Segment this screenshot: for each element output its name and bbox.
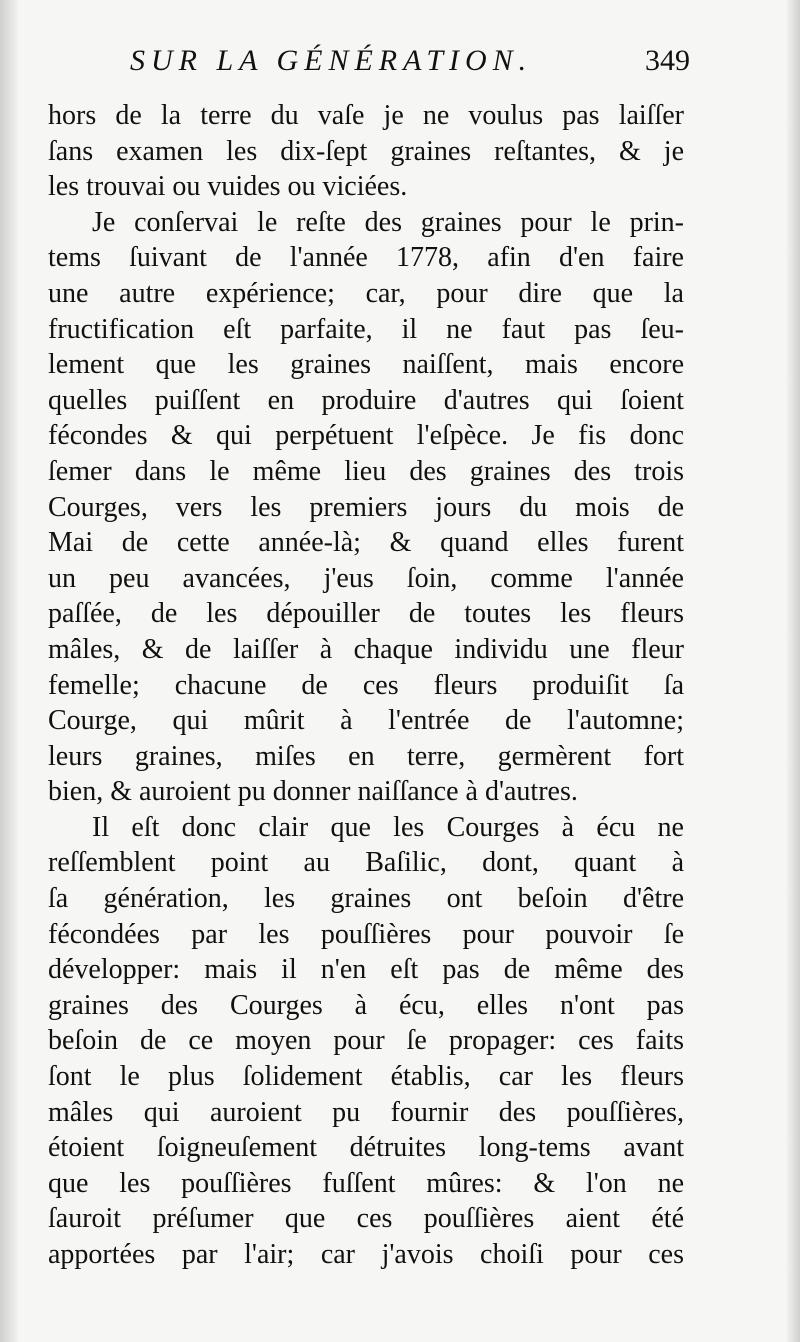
page-right-edge-shadow — [786, 0, 800, 1342]
body-text — [48, 98, 684, 1273]
text-line: les trouvai ou vuides ou viciées. — [48, 171, 408, 203]
text-line: lement que les graines naiſſent, mais encore — [48, 349, 684, 381]
text-line: fructification eſt parfaite, il ne faut pas ſeu- — [48, 313, 684, 345]
text-line: paſſée, de les dépouiller de toutes les fleurs — [48, 598, 684, 630]
text-line: mâles, & de laiſſer à chaque individu une fleur — [48, 633, 684, 665]
text-line: femelle; chacune de ces fleurs produiſit ſa — [48, 669, 684, 701]
text-line: mâles qui auroient pu fournir des pouſſières, — [48, 1096, 684, 1128]
text-line: Courge, qui mûrit à l'entrée de l'automne; — [48, 705, 684, 737]
text-line: graines des Courges à écu, elles n'ont pas — [48, 989, 684, 1021]
text-line: fécondées par les pouſſières pour pouvoir ſe — [48, 918, 684, 950]
text-line: bien, & auroient pu donner naiſſance à d'autres. — [48, 776, 578, 808]
text-line: Mai de cette année-là; & quand elles furent — [48, 527, 684, 559]
text-line: quelles puiſſent en produire d'autres qui ſoient — [48, 384, 684, 416]
paragraph-start-line: Il eſt donc clair que les Courges à écu ne — [92, 811, 684, 843]
text-line: reſſemblent point au Baſilic, dont, quant à — [48, 847, 684, 879]
text-line: ſa génération, les graines ont beſoin d'être — [48, 883, 684, 915]
page-header — [130, 44, 690, 84]
text-line: développer: mais il n'en eſt pas de même des — [48, 954, 684, 986]
text-line: ſont le plus ſolidement établis, car les fleurs — [48, 1061, 684, 1093]
text-line: Courges, vers les premiers jours du mois de — [48, 491, 684, 523]
text-line: que les pouſſières fuſſent mûres: & l'on ne — [48, 1167, 684, 1199]
text-line: un peu avancées, j'eus ſoin, comme l'année — [48, 562, 684, 594]
text-line: leurs graines, miſes en terre, germèrent fort — [48, 740, 684, 772]
text-line: étoient ſoigneuſement détruites long-tems avant — [48, 1132, 684, 1164]
text-line: beſoin de ce moyen pour ſe propager: ces faits — [48, 1025, 684, 1057]
page-left-edge-shadow — [0, 0, 18, 1342]
paragraph-start-line: Je conſervai le reſte des graines pour le prin- — [92, 206, 684, 238]
running-title: SUR LA GÉNÉRATION. — [130, 44, 533, 77]
page-number: 349 — [645, 44, 690, 77]
text-line: une autre expérience; car, pour dire que la — [48, 277, 684, 309]
text-line: apportées par l'air; car j'avois choiſi pour ces — [48, 1239, 684, 1270]
text-line: ſans examen les dix-ſept graines reſtantes, & je — [48, 135, 684, 167]
text-line: hors de la terre du vaſe je ne voulus pas laiſſer — [48, 100, 684, 131]
text-line: ſauroit préſumer que ces pouſſières aient été — [48, 1203, 684, 1235]
text-line: fécondes & qui perpétuent l'eſpèce. Je fis donc — [48, 420, 684, 452]
text-line: ſemer dans le même lieu des graines des trois — [48, 455, 684, 487]
text-line: tems ſuivant de l'année 1778, afin d'en faire — [48, 242, 684, 274]
